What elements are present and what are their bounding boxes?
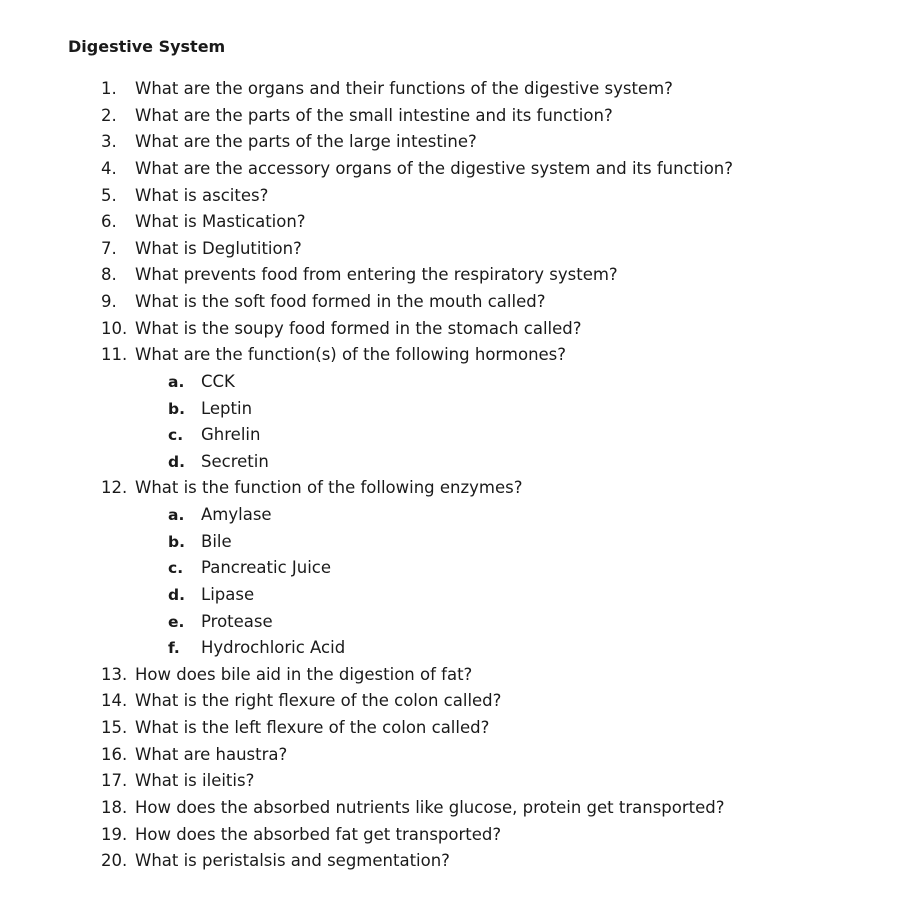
- question-number: 18.: [101, 797, 128, 817]
- question-text: What are haustra?: [135, 744, 288, 764]
- sub-item-letter: d.: [168, 585, 185, 604]
- question-text: What are the organs and their functions of the digestive system?: [135, 79, 673, 98]
- sub-item-text: Amylase: [201, 505, 272, 524]
- question-number: 19.: [101, 824, 128, 844]
- question-text: How does the absorbed fat get transported?: [135, 824, 502, 844]
- sub-item-text: Ghrelin: [201, 425, 261, 445]
- question-number: 7.: [101, 238, 117, 258]
- sub-item-text: Pancreatic Juice: [201, 558, 332, 578]
- question-text: What is the soupy food formed in the stomach called?: [135, 318, 582, 338]
- question-text: How does the absorbed nutrients like glucose, protein get transported?: [135, 797, 725, 817]
- sub-item-text: Hydrochloric Acid: [201, 638, 346, 658]
- question-number: 3.: [101, 132, 117, 152]
- sub-item-text: CCK: [201, 371, 235, 391]
- sub-item-text: Protease: [201, 611, 273, 631]
- question-number: 14.: [101, 691, 128, 711]
- question-text: What is ascites?: [135, 185, 269, 205]
- sub-item-letter: c.: [168, 426, 184, 445]
- sub-item-letter: a.: [168, 506, 185, 524]
- question-text: What is Deglutition?: [135, 238, 302, 258]
- question-number: 16.: [101, 744, 128, 764]
- sub-item-letter: b.: [168, 532, 185, 551]
- sub-item-letter: c.: [168, 559, 184, 578]
- question-number: 12.: [101, 478, 128, 498]
- question-number: 17.: [101, 771, 128, 791]
- question-text: What is ileitis?: [135, 771, 255, 791]
- question-number: 10.: [101, 318, 128, 338]
- question-text: What is the left flexure of the colon called?: [135, 718, 490, 737]
- question-text: What is the right flexure of the colon called?: [135, 691, 502, 711]
- question-number: 1.: [101, 79, 117, 98]
- sub-item-letter: b.: [168, 399, 185, 418]
- sub-item-letter: a.: [168, 372, 185, 391]
- question-number: 13.: [101, 664, 128, 684]
- question-text: What are the function(s) of the following hormones?: [135, 345, 567, 365]
- sub-item-text: Leptin: [201, 398, 253, 418]
- question-number: 8.: [101, 265, 117, 285]
- question-text: What is Mastication?: [135, 212, 306, 232]
- question-text: What is peristalsis and segmentation?: [135, 851, 450, 870]
- question-text: What is the soft food formed in the mouth called?: [135, 292, 546, 311]
- sub-item-letter: e.: [168, 612, 185, 631]
- question-text: What are the parts of the small intestine and its function?: [135, 105, 613, 125]
- question-number: 4.: [101, 158, 117, 178]
- question-text: What are the accessory organs of the digestive system and its function?: [135, 158, 734, 178]
- sub-item-text: Lipase: [201, 584, 255, 604]
- question-number: 5.: [101, 185, 117, 205]
- question-text: What are the parts of the large intestine?: [135, 132, 477, 152]
- question-number: 15.: [101, 718, 128, 737]
- document-title: Digestive System: [68, 37, 226, 56]
- question-number: 20.: [101, 851, 128, 870]
- question-number: 2.: [101, 105, 117, 125]
- sub-item-letter: f.: [168, 639, 180, 658]
- sub-item-text: Secretin: [201, 451, 269, 471]
- question-number: 11.: [101, 345, 128, 365]
- question-text: What is the function of the following enzymes?: [135, 478, 523, 498]
- question-number: 9.: [101, 292, 117, 311]
- question-text: How does bile aid in the digestion of fat?: [135, 664, 473, 684]
- sub-item-letter: d.: [168, 452, 185, 471]
- question-number: 6.: [101, 212, 117, 232]
- sub-item-text: Bile: [201, 531, 232, 551]
- question-text: What prevents food from entering the respiratory system?: [135, 265, 618, 285]
